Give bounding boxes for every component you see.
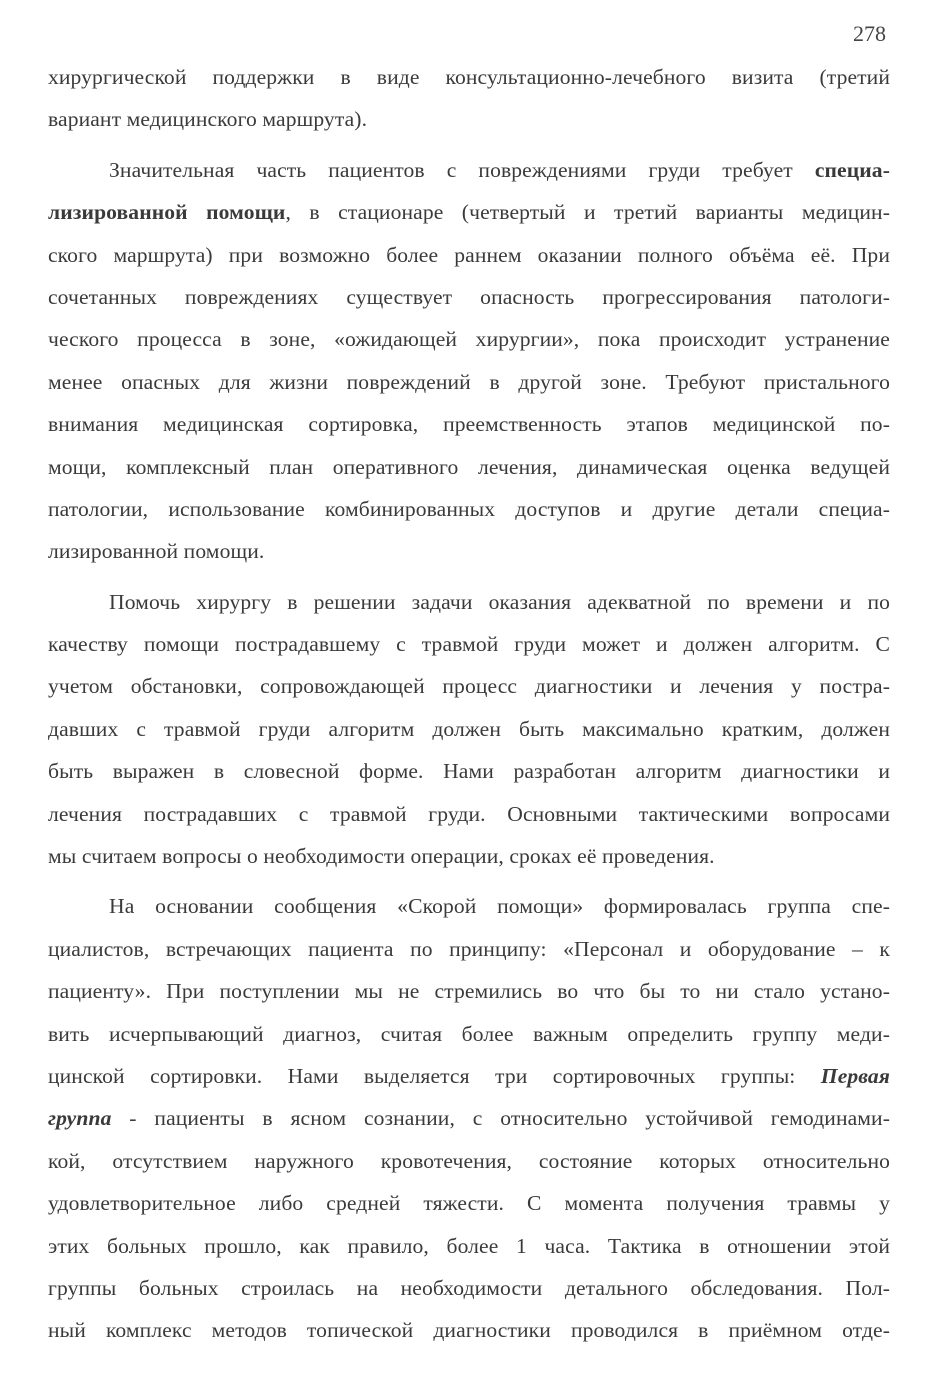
text-line: мы считаем вопросы о необходимости операции, сроках её проведения. xyxy=(48,844,715,869)
group-term: группа xyxy=(48,1106,112,1131)
text-run: цинской сортировки. Нами выделяется три сортировочных группы: xyxy=(48,1063,821,1088)
paragraph-3 xyxy=(48,582,890,879)
text-line: сочетанных повреждениях существует опасность прогрессирования патологи- xyxy=(48,284,890,309)
text-line: ческого процесса в зоне, «ожидающей хирургии», пока происходит устранение xyxy=(48,327,890,352)
text-line: качеству помощи пострадавшему с травмой груди может и должен алгоритм. С xyxy=(48,632,890,657)
text-line xyxy=(48,192,890,234)
paragraph-2 xyxy=(48,150,890,574)
text-line: удовлетворительное либо средней тяжести. С момента получения травмы у xyxy=(48,1191,890,1216)
text-line: менее опасных для жизни повреждений в другой зоне. Требуют пристального xyxy=(48,369,890,394)
text-line: циалистов, встречающих пациента по принципу: «Персонал и оборудование – к xyxy=(48,936,890,961)
text-line: ского маршрута) при возможно более раннем оказании полного объёма её. При xyxy=(48,242,890,267)
text-line: лечения пострадавших с травмой груди. Основными тактическими вопросами xyxy=(48,801,890,826)
text-line xyxy=(48,1056,890,1098)
text-line: внимания медицинская сортировка, преемственность этапов медицинской по- xyxy=(48,412,890,437)
text-line xyxy=(48,1098,890,1140)
text-line: давших с травмой груди алгоритм должен быть максимально кратким, должен xyxy=(48,716,890,741)
text-run: , в стационаре (четвертый и третий варианты медицин- xyxy=(285,200,891,225)
text-line: патологии, использование комбинированных доступов и другие детали специа- xyxy=(48,496,890,521)
text-line: кой, отсутствием наружного кровотечения, состояние которых относительно xyxy=(48,1148,890,1173)
text-line: ный комплекс методов топической диагностики проводился в приёмном отде- xyxy=(48,1318,890,1343)
text-line: пациенту». При поступлении мы не стремились во что бы то ни стало устано- xyxy=(48,979,890,1004)
text-line: учетом обстановки, сопровождающей процесс диагностики и лечения у постра- xyxy=(48,674,890,699)
text-line: вить исчерпывающий диагноз, считая более важным определить группу меди- xyxy=(48,1021,890,1046)
text-body xyxy=(48,57,890,1353)
text-line: группы больных строилась на необходимости детального обследования. Пол- xyxy=(48,1275,890,1300)
text-run: - пациенты в ясном сознании, с относительно устойчивой гемодинами- xyxy=(111,1106,890,1131)
page-number: 278 xyxy=(853,21,886,46)
paragraph-1 xyxy=(48,57,890,142)
text-line: На основании сообщения «Скорой помощи» формировалась группа спе- xyxy=(109,894,890,919)
text-line: мощи, комплексный план оперативного лечения, динамическая оценка ведущей xyxy=(48,454,890,479)
text-line: лизированной помощи. xyxy=(48,539,265,564)
text-line: вариант медицинского маршрута). xyxy=(48,107,368,132)
text-line: хирургической поддержки в виде консультационно-лечебного визита (третий xyxy=(48,65,890,89)
text-run: Значительная часть пациентов с повреждениями груди требует xyxy=(109,157,815,182)
text-line: этих больных прошло, как правило, более 1 часа. Тактика в отношении этой xyxy=(48,1233,890,1258)
text-line: быть выражен в словесной форме. Нами разработан алгоритм диагностики и xyxy=(48,759,890,784)
bold-term: лизированной помощи xyxy=(48,200,286,225)
text-line xyxy=(48,150,890,192)
bold-term: специа- xyxy=(814,157,890,182)
group-term: Первая xyxy=(820,1063,890,1088)
text-line: Помочь хирургу в решении задачи оказания адекватной по времени и по xyxy=(109,589,890,614)
paragraph-4 xyxy=(48,886,890,1352)
